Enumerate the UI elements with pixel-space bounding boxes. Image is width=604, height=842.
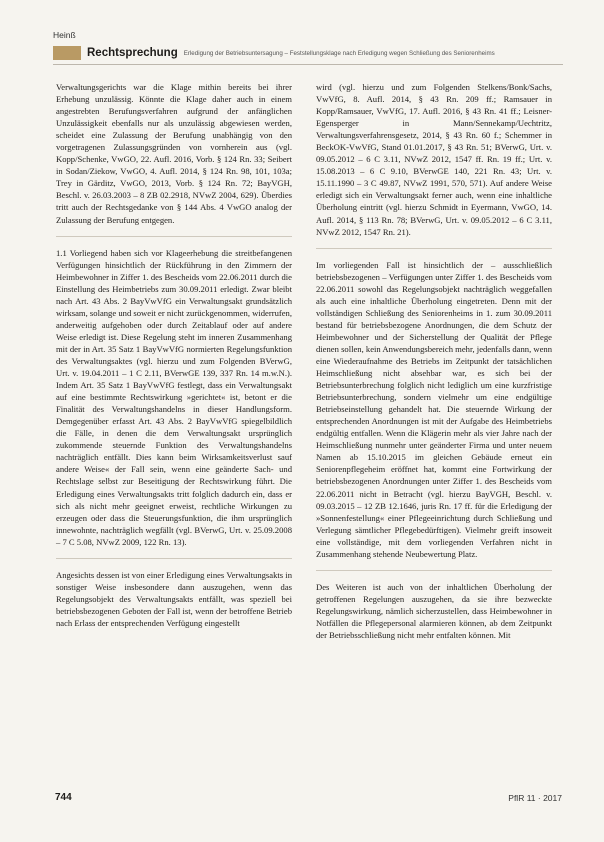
paragraph: Angesichts dessen ist von einer Erledigung eines Verwaltungsakts in sonstiger Weise insbesondere dann auszugehen, wenn das Regelungsobjekt des Verwaltungsakts entfällt, was speziell bei betriebsbezogenen Geboten der Fall ist, wenn der betroffene Betrieb nach Erlass der entsprechenden Verfügung eingestellt <box>56 569 292 628</box>
journal-issue: PflR 11 · 2017 <box>508 793 562 803</box>
header-divider <box>53 64 563 65</box>
paragraph-divider <box>56 558 292 559</box>
section-subtitle: Erledigung der Betriebsuntersagung – Feststellungsklage nach Erledigung wegen Schließung des Seniorenheims <box>183 49 495 57</box>
paragraph: Im vorliegenden Fall ist hinsichtlich der – ausschließlich betriebsbezogenen – Verfügungen unter Ziffer 1. des Bescheids vom 22.06.2011 sowohl das Regelungsobjekt nachträglich weggefallen als auch eine inhaltliche Überholung eingetreten. Denn mit der vollständigen Schließung des Seniorenheims in 1. zum 30.09.2011 bestand für betriebsbezogene Anordnungen, die dem Schutz der Heimbewohner und der Sicherstellung der Qualität der Pflege dienen sollen, kein Anwendungsbereich mehr, jedenfalls dann, wenn eine Wiederaufnahme des Betriebs im Zeitpunkt der tatsächlichen Heimschließung nicht absehbar war, es sich bei der Betriebsunterbrechung folglich nicht lediglich um eine kurzfristige Betriebsunterbrechung, sondern vielmehr um eine endgültige Betriebseinstellung gehandelt hat. Die steuernde Wirkung der entsprechenden Anordnungen ist mit der Aufgabe des Heimbetriebs endgültig entfallen. Wenn die Klägerin mehr als vier Jahre nach der Heimschließung nunmehr unter geänderter Firma und unter neuem Namen ab 15.10.2015 im gleichen Gebäude erneut ein Seniorenpflegeheim eröffnet hat, kommt eine Fortwirkung der betriebsbezogenen Anordnungen unter Ziffer 1. des Bescheids vom 22.06.2011 nicht in Betracht (vgl. hierzu BayVGH, Beschl. v. 09.03.2015 – 12 ZB 12.1646, juris Rn. 17 ff. für die Erledigung der »Sonnenfestellung« einer Pflegeeinrichtung durch Schließung und Verlegung sämtlicher Pflegebedürftigen). Vielmehr greift insoweit eine vollständige, mit dem vorliegenden Verfahren nicht in Zusammenhang stehende Neubewertung Platz. <box>316 259 552 559</box>
paragraph: Verwaltungsgerichts war die Klage mithin bereits bei ihrer Erhebung unzulässig. Könnte die Klage daher auch in einem angestrebten Berufungsverfahren aufgrund der anfänglichen Unzulässigkeit ebenfalls nur als unzulässig abgewiesen werden, scheidet eine Zulassung der Berufung unabhängig von den vorgetragenen Zulassungsgründen von vornherein aus (vgl. Kopp/Schenke, VwGO, 22. Aufl. 2016, Vorb. § 124 Rn. 33; Seibert in Sodan/Ziekow, VwGO, 4. Aufl. 2014, § 124 Rn. 98, 101, 103a; Trey in Gärditz, VwGO, 2013, Vorb. § 124 Rn. 72; BayVGH, Beschl. v. 26.03.2003 – 8 ZB 02.2918, NVwZ 2004, 629). Überdies tritt auch der Rechtsgedanke von § 144 Abs. 4 VwGO analog der Zulassung der Berufung entgegen. <box>56 82 292 225</box>
paragraph-divider <box>56 236 292 237</box>
paragraph: wird (vgl. hierzu und zum Folgenden Stelkens/Bonk/Sachs, VwVfG, 8. Aufl. 2014, § 43 Rn. 209 ff.; Ramsauer in Kopp/Ramsauer, VwVfG, 17. Aufl. 2016, § 43 Rn. 41 ff.; Leisner-Egensperger in Mann/Sennekamp/Uechtritz, Verwaltungsverfahrensgesetz, 2014, § 43 Rn. 60 f.; Schemmer in BeckOK-VwVfG, Stand 01.01.2017, § 43 Rn. 51; BVerwG, Urt. v. 09.05.2012 – 6 C 3.11, NVwZ 2012, 1547 ff. Rn. 19 ff.; Urt. v. 15.08.2013 – 6 C 9.10, BVerwGE 140, 221 Rn. 43; Urt. v. 15.11.1990 – 3 C 49.87, NVwZ 1991, 570, 571). Auf andere Weise erledigt sich ein Verwaltungsakt ferner auch, wenn eine inhaltliche Überholung eintritt (vgl. hierzu Schmidt in Eyermann, VwGO, 14. Aufl. 2014, § 113 Rn. 78; BVerwG, Urt. v. 09.05.2012 – 6 C 3.11, NVwZ 2012, 1547 Rn. 21). <box>316 82 552 237</box>
left-text-column <box>56 81 292 629</box>
section-title: Rechtsprechung <box>87 47 178 59</box>
paragraph: Des Weiteren ist auch von der inhaltlichen Überholung der getroffenen Regelungen auszugehen, da sie ihre bezweckte Regelungswirkung, nämlich sicherzustellen, dass Heimbewohner in Notfällen die Pflegepersonal alarmieren können, ab dem Zeitpunkt der Betriebsschließung nicht mehr entfalten können. Mit <box>316 581 552 640</box>
right-text-column <box>316 81 552 641</box>
paragraph-divider <box>316 570 552 571</box>
page-number: 744 <box>55 792 72 803</box>
paragraph: 1.1 Vorliegend haben sich vor Klageerhebung die streitbefangenen Verfügungen hinsichtlich der Rückführung in den Zimmern der Heimbewohner in Ziffer 1. des Bescheids vom 22.06.2011 durch die Einstellung des Heimbetriebs zum 30.09.2011 erledigt. Zwar bleibt nach Art. 43 Abs. 2 BayVwVfG ein Verwaltungsakt grundsätzlich wirksam, solange und soweit er nicht zurückgenommen, widerrufen, anderweitig aufgehoben oder durch Zeitablauf oder auf andere Weise erledigt ist. Diese Regelung steht im inneren Zusammenhang mit der in Art. 35 Satz 1 BayVwVfG normierten Regelungsfunktion des Verwaltungsaktes (vgl. hierzu und zum Folgenden BVerwG, Urt. v. 19.04.2011 – 1 C 2.11, BVerwGE 139, 337 Rn. 14 m.w.N.). Indem Art. 35 Satz 1 BayVwVfG festlegt, dass ein Verwaltungsakt auf eine bestimmte Rechtswirkung »gerichtet« ist, betont er die Finalität des Verwaltungshandelns in dieser Handlungsform. Demgegenüber erfasst Art. 43 Abs. 2 BayVwVfG spiegelbildlich die Fälle, in denen die dem Verwaltungsakt ursprünglich zukommende steuernde Funktion des Verwaltungshandelns nachträglich entfällt. Dies kann beim Wirksamkeitsverlust sauf andere Weise« der Fall sein, wenn eine geänderte Sach- und Rechtslage selbst zur Beseitigung der Rechtswirkung führt. Die Erledigung eines Verwaltungsakts tritt folglich dadurch ein, dass er sich als nicht mehr geeignet erweist, rechtliche Wirkungen zu erzeugen oder dass die Steuerungsfunktion, die ihm ursprünglich innewohnte, nachträglich wegfällt (vgl. BVerwG, Urt. v. 25.09.2008 – 7 C 5.08, NVwZ 2009, 122 Rn. 13). <box>56 247 292 547</box>
header-color-bar <box>53 46 81 60</box>
paragraph-divider <box>316 248 552 249</box>
author-name: Heinß <box>53 30 76 40</box>
section-header <box>53 44 563 62</box>
